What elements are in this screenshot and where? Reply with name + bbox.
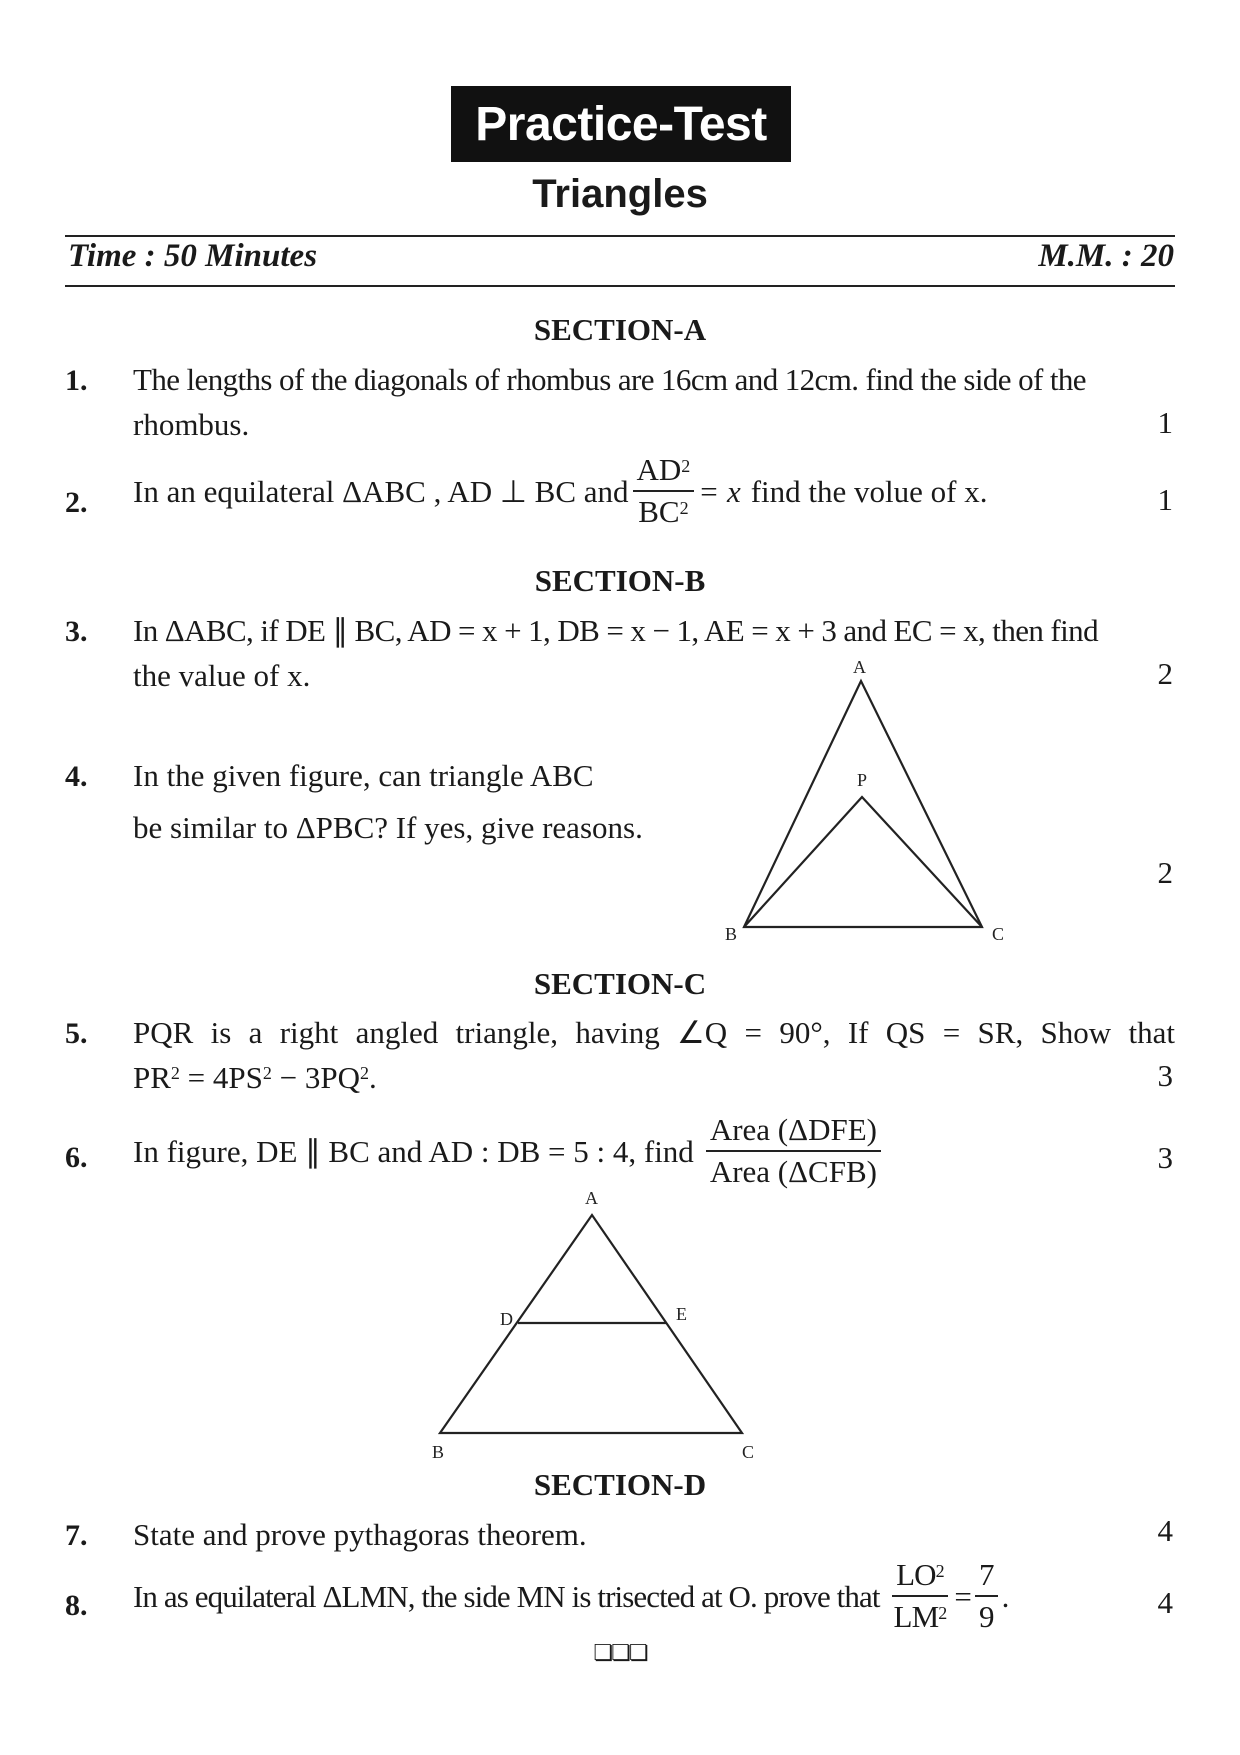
q6-number: 6. <box>65 1141 88 1174</box>
label-a-2: A <box>585 1188 598 1208</box>
q1-marks: 1 <box>1157 405 1173 440</box>
q8-prefix: In as equilateral ΔLMN, the side MN is trisected at O. prove that <box>133 1578 880 1614</box>
section-d-heading: SECTION-D <box>533 1467 707 1502</box>
q6-marks: 3 <box>1157 1140 1173 1175</box>
q3-line1: In ΔABC, if DE ∥ BC, AD = x + 1, DB = x − 1, AE = x + 3 and EC = x, then find <box>133 613 1098 648</box>
q4-marks: 2 <box>1157 855 1173 890</box>
q8-fraction-left-num: $LO^2$ <box>892 1557 948 1597</box>
q2-suffix: find the volue of x. <box>750 473 988 509</box>
q8-fraction-right-num: 7 <box>975 1557 998 1597</box>
label-b: B <box>725 924 738 944</box>
q4-line2: be similar to ΔPBC? If yes, give reasons. <box>133 810 643 845</box>
q8-number: 8. <box>65 1589 88 1622</box>
q2-fraction <box>633 452 695 530</box>
q4-line1: In the given figure, can triangle ABC <box>133 758 594 793</box>
q3-marks: 2 <box>1157 656 1173 691</box>
header-bottom-rule <box>65 285 1175 287</box>
label-a: A <box>853 657 866 677</box>
label-d: D <box>500 1309 513 1329</box>
triangle-abc-outline <box>744 681 982 927</box>
label-b-2: B <box>432 1442 445 1462</box>
practice-test-banner: Practice-Test <box>451 86 791 162</box>
q8-fraction-right <box>975 1557 998 1635</box>
end-of-page-mark: ❏❏❏ <box>593 1640 647 1665</box>
q6-prefix: In figure, DE ∥ BC and AD : DB = 5 : 4, find <box>133 1133 694 1169</box>
time-label: Time : 50 Minutes <box>68 238 318 274</box>
section-a-heading: SECTION-A <box>533 312 707 347</box>
q2-fraction-den: $BC^2$ <box>638 494 689 529</box>
q8-equals: = <box>954 1578 971 1614</box>
label-p: P <box>857 770 868 790</box>
q5-line2: $PR^2 = 4PS^2 - 3PQ^2$. <box>133 1060 377 1095</box>
header-top-rule <box>65 235 1175 237</box>
q7-marks: 4 <box>1157 1513 1173 1548</box>
q2-equals-x: = x <box>698 473 741 509</box>
q8-marks: 4 <box>1157 1585 1173 1620</box>
q8-fraction-right-den: 9 <box>978 1599 994 1634</box>
q2-number: 2. <box>65 486 88 519</box>
q6-fraction-den: Area (ΔCFB) <box>709 1154 877 1189</box>
q2-marks: 1 <box>1157 482 1173 517</box>
max-marks-label: M.M. : 20 <box>1038 238 1174 274</box>
label-c-2: C <box>742 1442 755 1462</box>
q6-fraction-num: Area (ΔDFE) <box>706 1112 881 1152</box>
section-c-heading: SECTION-C <box>533 966 707 1001</box>
q1-line1: The lengths of the diagonals of rhombus are 16cm and 12cm. find the side of the <box>133 362 1086 397</box>
q1-line2: rhombus. <box>133 407 250 442</box>
q2-prefix: In an equilateral ΔABC , AD ⊥ BC and <box>133 473 629 509</box>
q8-fraction-left <box>890 1557 951 1635</box>
q8-fraction-left-den: $LM^2$ <box>893 1599 947 1634</box>
q4-number: 4. <box>65 760 88 793</box>
q8-text <box>133 1557 1008 1635</box>
q3-line2: the value of x. <box>133 658 311 693</box>
label-c: C <box>992 924 1005 944</box>
q7-number: 7. <box>65 1519 88 1552</box>
q7-text: State and prove pythagoras theorem. <box>133 1517 587 1552</box>
triangle-abc-de-figure <box>420 1185 770 1475</box>
q5-marks: 3 <box>1157 1058 1173 1093</box>
triangle-abc-pbc-figure <box>700 655 1030 955</box>
page-title: Triangles <box>532 172 708 216</box>
q3-number: 3. <box>65 615 88 648</box>
q6-text <box>133 1112 885 1190</box>
q8-period: . <box>1001 1578 1009 1614</box>
q5-line1: PQR is a right angled triangle, having ∠Q = 90°, If QS = SR, Show that <box>133 1015 1175 1050</box>
q2-text <box>133 452 988 530</box>
q6-fraction <box>706 1112 881 1190</box>
q5-number: 5. <box>65 1017 88 1050</box>
q1-number: 1. <box>65 364 88 397</box>
q2-fraction-num: $AD^2$ <box>633 452 695 492</box>
label-e: E <box>676 1304 687 1324</box>
triangle-pbc-outline <box>744 797 982 927</box>
section-b-heading: SECTION-B <box>534 563 706 598</box>
